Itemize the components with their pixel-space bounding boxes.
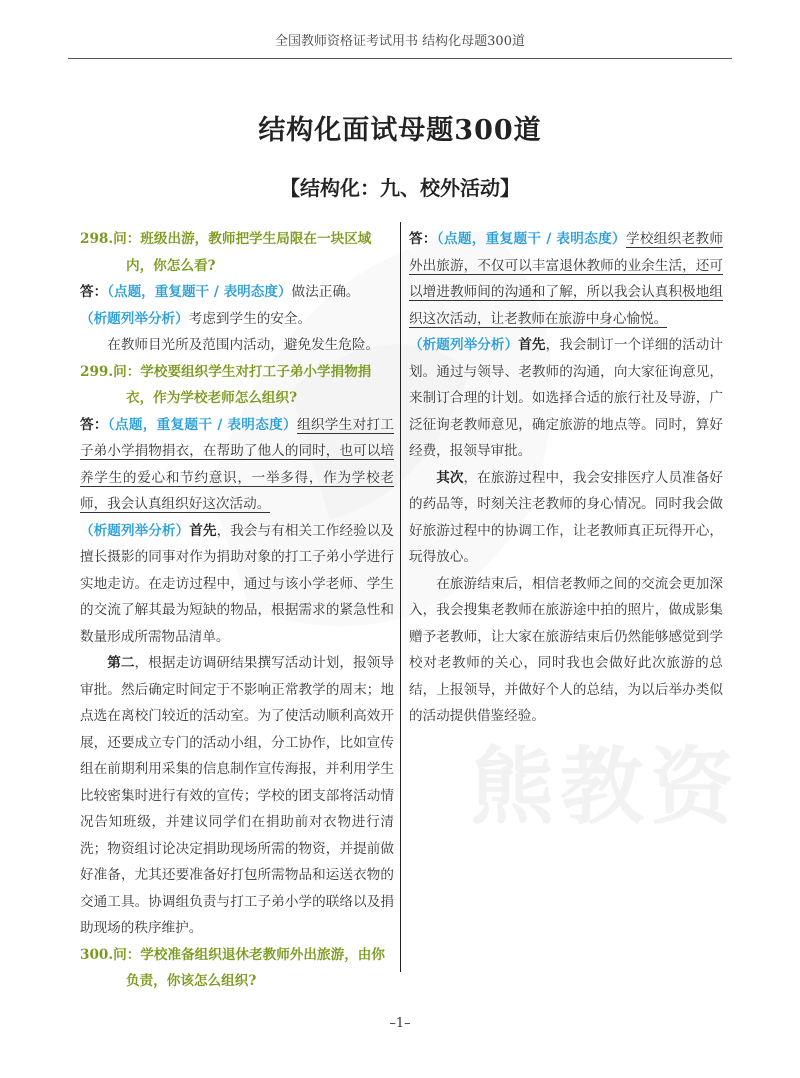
- paragraph-text: ，根据走访调研结果撰写活动计划，报领导审批。然后确定时间定于不影响正常教学的周末；地点选在离校门较近的活动室。为了使活动顺利高效开展，还要成立专门的活动小组，分工协作，比如宣传组在前期利用采集的信息制作宣传海报，并利用学生比较密集时进行有效的宣传；学校的团支部将活动情况告知班级，并建议同学们在捐助前对衣物进行清洗；物资组讨论决定捐助现场所需的物资，并提前做好准备，尤其还要准备好打包所需物品和运送衣物的交通工具。协调组负责与打工子弟小学的联络以及捐助现场的秩序维护。: [80, 655, 395, 936]
- paragraph: [80, 650, 394, 942]
- keyword-first: 首先: [518, 337, 546, 353]
- question-299: 299.问：学校要组织学生对打工子弟小学捐物捐衣，作为学校老师怎么组织?: [80, 363, 372, 406]
- paragraph: 在教师目光所及范围内活动，避免发生危险。: [107, 337, 380, 353]
- column-divider: [400, 222, 401, 972]
- answer-tag: （点题，重复题干 / 表明态度）: [107, 416, 297, 433]
- paragraph-text: ，在旅游过程中，我会安排医疗人员准备好的药品等，时刻关注老教师的身心情况。同时我会做好旅游过程中的协调工作，让老教师真正玩得开心，玩得放心。: [409, 469, 724, 565]
- analysis-tag: （析题列举分析）: [80, 310, 189, 327]
- running-header: 全国教师资格证考试用书 结构化母题300道: [275, 34, 525, 49]
- section-subtitle: 【结构化：九、校外活动】: [280, 176, 520, 200]
- answer-tag: （点题，重复题干 / 表明态度）: [436, 231, 626, 247]
- right-column: [409, 226, 723, 730]
- analysis-tag: （析题列举分析）: [80, 522, 190, 539]
- analysis-tag: （析题列举分析）: [409, 337, 519, 353]
- answer-text: 学校组织老教师外出旅游，不仅可以丰富退休教师的业余生活，还可以增进教师间的沟通和了解，所以我会认真积极地组织这次活动，让老教师在旅游中身心愉悦。: [409, 231, 723, 327]
- answer-label: 答：: [409, 231, 437, 247]
- analysis-text: ，我会制订一个详细的活动计划。通过与领导、老教师的沟通，向大家征询意见，来制订合理的计划。如选择合适的旅行社及导游，广泛征询老教师意见，确定旅游的地点等。同时，算好经费，报领导审批。: [409, 337, 724, 459]
- analysis-text: 考虑到学生的安全。: [188, 310, 312, 327]
- answer-text: 组织学生对打工子弟小学捐物捐衣，在帮助了他人的同时，也可以培养学生的爱心和节约意识，一举多得，作为学校老师，我会认真组织好这次活动。: [80, 416, 394, 512]
- answer-tag: （点题，重复题干 / 表明态度）: [107, 284, 292, 300]
- answer-label: 答：: [80, 416, 108, 433]
- analysis-298: [80, 306, 394, 333]
- page-title: 结构化面试母题300道: [258, 115, 542, 146]
- keyword-next: 其次: [436, 469, 464, 486]
- paragraph: [409, 465, 723, 571]
- answer-text: 做法正确。: [291, 284, 360, 300]
- answer-label: 答：: [80, 284, 108, 300]
- answer-300: [409, 226, 723, 332]
- analysis-text: ，我会与有相关工作经验以及擅长摄影的同事对作为捐助对象的打工子弟小学进行实地走访。在走访过程中，通过与该小学老师、学生的交流了解其最为短缺的物品，根据需求的紧急性和数量形成所需物品清单。: [80, 522, 395, 645]
- paragraph: 在旅游结束后，相信老教师之间的交流会更加深入，我会搜集老教师在旅游途中拍的照片，做成影集赠予老教师，让大家在旅游结束后仍然能够感觉到学校对老教师的关心，同时我也会做好此次旅游的总结，上报领导，并做好个人的总结，为以后举办类似的活动提供借鉴经验。: [409, 575, 723, 724]
- answer-299: [80, 412, 394, 518]
- watermark-text: 熊教资: [470, 738, 741, 836]
- question-300: 300.问：学校准备组织退休老教师外出旅游，由你负责，你该怎么组织?: [80, 946, 385, 989]
- left-column: [80, 226, 394, 995]
- keyword-second: 第二: [107, 655, 135, 671]
- analysis-300: [409, 332, 723, 465]
- answer-298: [80, 279, 394, 306]
- header-rule: [68, 58, 732, 59]
- page-number: –1–: [389, 1016, 411, 1031]
- keyword-first: 首先: [189, 522, 217, 539]
- question-298: 298.问：班级出游，教师把学生局限在一块区域内，你怎么看?: [80, 231, 372, 274]
- analysis-299: [80, 518, 394, 651]
